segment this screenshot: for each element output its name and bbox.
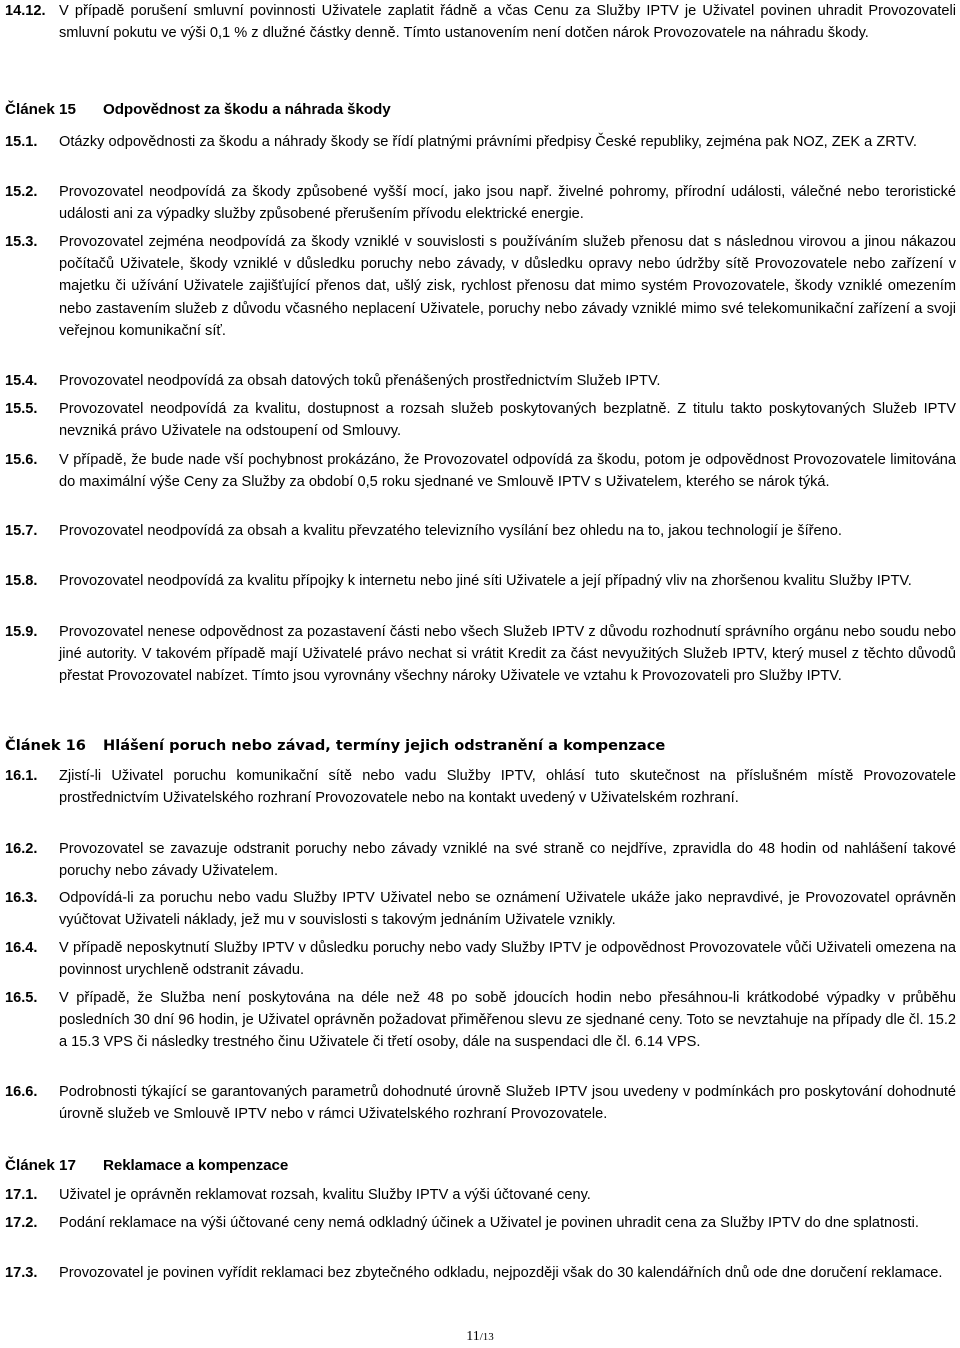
clause-text: Provozovatel neodpovídá za kvalitu přípojky k internetu nebo jiné síti Uživatele a její případný vliv na zhoršenou kvalitu Služby IPTV. xyxy=(59,573,912,589)
clause-text: Zjistí-li Uživatel poruchu komunikační sítě nebo vadu Služby IPTV, ohlásí tuto skutečnost na příslušném místě Provozovatele prostřednictvím Uživatelského rozhraní Provozovatele nebo na kontakt uvedený v Uživatelském rozhraní. xyxy=(59,768,956,807)
clause-15-7 xyxy=(5,520,956,542)
clause-15-2 xyxy=(5,181,956,225)
page-number: 11 xyxy=(466,1329,480,1344)
clause-16-3 xyxy=(5,887,956,931)
page-total: /13 xyxy=(479,1331,494,1343)
clause-number: 15.2. xyxy=(5,184,38,200)
clause-number: 15.6. xyxy=(5,452,38,468)
clause-text: Provozovatel neodpovídá za obsah a kvalitu převzatého televizního vysílání bez ohledu na to, jakou technologií je šířeno. xyxy=(59,523,842,539)
clause-number: 15.8. xyxy=(5,573,38,589)
clause-text: V případě porušení smluvní povinnosti Uživatele zaplatit řádně a včas Cenu za Služby IPTV je Uživatel povinen uhradit Provozovateli smluvní pokutu ve výši 0,1 % z dlužné částky denně. Tímto ustanovením není dotčen nárok Provozovatele na náhradu škody. xyxy=(59,3,956,42)
clause-number: 14.12. xyxy=(5,3,46,19)
article-title: Reklamace a kompenzace xyxy=(103,1157,289,1174)
clause-text: Podrobnosti týkající se garantovaných parametrů dohodnuté úrovně Služeb IPTV jsou uvedeny v podmínkách pro poskytování dohodnuté úrovně služeb ve Smlouvě IPTV nebo v rámci Uživatelského rozhraní Provozovatele. xyxy=(59,1084,956,1123)
article-number: Článek 16 xyxy=(5,737,86,754)
article-title: Odpovědnost za škodu a náhrada škody xyxy=(103,101,391,118)
clause-number: 15.9. xyxy=(5,624,38,640)
clause-16-6 xyxy=(5,1081,956,1125)
clause-text: Provozovatel neodpovídá za obsah datových toků přenášených prostřednictvím Služeb IPTV. xyxy=(59,373,661,389)
clause-17-2 xyxy=(5,1212,956,1234)
page-number-footer xyxy=(0,1326,960,1348)
clause-text: Provozovatel neodpovídá za škody způsobené vyšší mocí, jako jsou např. živelné pohromy, přírodní události, válečné nebo teroristické události ani za výpadky služby způsobené přerušením přívodu elektrické energie. xyxy=(59,184,956,223)
clause-number: 16.1. xyxy=(5,768,38,784)
clause-15-4 xyxy=(5,370,956,392)
article-number: Článek 17 xyxy=(5,1157,76,1174)
clause-17-1 xyxy=(5,1184,956,1206)
clause-15-9 xyxy=(5,621,956,688)
clause-text: Uživatel je oprávněn reklamovat rozsah, kvalitu Služby IPTV a výši účtované ceny. xyxy=(59,1187,591,1203)
clause-text: Provozovatel nenese odpovědnost za pozastavení části nebo všech Služeb IPTV z důvodu rozhodnutí správního orgánu nebo soudu nebo jiné autority. V takovém případě mají Uživatelé právo nechat si vrátit Kredit za část nevyužitých Služeb IPTV, který musel z těchto důvodů přestat Provozovatel nabízet. Tímto jsou vyrovnány všechny nároky Uživatele ve vztahu k Provozovateli pro Služby IPTV. xyxy=(59,624,956,685)
clause-number: 15.4. xyxy=(5,373,38,389)
article-number: Článek 15 xyxy=(5,101,76,118)
clause-16-5 xyxy=(5,987,956,1054)
clause-15-3 xyxy=(5,231,956,342)
clause-number: 16.6. xyxy=(5,1084,38,1100)
clause-text: V případě neposkytnutí Služby IPTV v důsledku poruchy nebo vady Služby IPTV je odpovědnost Provozovatele vůči Uživateli omezena na povinnost urychleně odstranit závadu. xyxy=(59,940,956,979)
clause-text: Podání reklamace na výši účtované ceny nemá odkladný účinek a Uživatel je povinen uhradit cena za Služby IPTV do dne splatnosti. xyxy=(59,1215,919,1231)
article-title: Hlášení poruch nebo závad, termíny jejich odstranění a kompenzace xyxy=(103,737,666,754)
clause-text: Provozovatel je povinen vyřídit reklamaci bez zbytečného odkladu, nejpozději však do 30 kalendářních dnů ode dne doručení reklamace. xyxy=(59,1265,943,1281)
clause-text: Otázky odpovědnosti za škodu a náhrady škody se řídí platnými právními předpisy České republiky, zejména pak NOZ, ZEK a ZRTV. xyxy=(59,134,917,150)
clause-17-3 xyxy=(5,1262,956,1284)
clause-15-8 xyxy=(5,570,956,592)
clause-number: 15.1. xyxy=(5,134,38,150)
clause-15-6 xyxy=(5,449,956,493)
clause-text: Provozovatel se zavazuje odstranit poruchy nebo závady vzniklé na své straně co nejdříve, zpravidla do 48 hodin od nahlášení takové poruchy nebo závady Uživatelem. xyxy=(59,841,956,880)
clause-number: 17.2. xyxy=(5,1215,38,1231)
clause-number: 16.2. xyxy=(5,841,38,857)
clause-16-4 xyxy=(5,937,956,981)
clause-number: 17.3. xyxy=(5,1265,38,1281)
clause-text: V případě, že Služba není poskytována na déle než 48 po sobě jdoucích hodin nebo přesáhnou-li krátkodobé výpadky v průběhu posledních 30 dní 96 hodin, je Uživatel oprávněn požadovat přiměřenou slevu ze sjednané ceny. Toto se nevztahuje na případy dle čl. 15.2 a 15.3 VPS či následky trestného činu Uživatele či třetí osoby, dále na suspendaci dle čl. 6.14 VPS. xyxy=(59,990,956,1051)
clause-number: 16.5. xyxy=(5,990,38,1006)
clause-number: 16.3. xyxy=(5,890,38,906)
article-15-heading xyxy=(5,99,391,121)
clause-text: Odpovídá-li za poruchu nebo vadu Služby IPTV Uživatel nebo se oznámení Uživatele ukáže jako nepravdivé, je Provozovatel oprávněn vyúčtovat Uživateli náklady, jež mu v souvislosti s takovým jednáním Uživatele vznikly. xyxy=(59,890,956,929)
clause-number: 15.5. xyxy=(5,401,38,417)
clause-15-5 xyxy=(5,398,956,442)
article-16-heading xyxy=(5,735,665,757)
clause-16-1 xyxy=(5,765,956,809)
clause-16-2 xyxy=(5,838,956,882)
clause-text: Provozovatel neodpovídá za kvalitu, dostupnost a rozsah služeb poskytovaných bezplatně. Z titulu takto poskytovaných Služeb IPTV nevzniká právo Uživatele na odstoupení od Smlouvy. xyxy=(59,401,956,440)
clause-text: V případě, že bude nade vší pochybnost prokázáno, že Provozovatel odpovídá za škodu, potom je odpovědnost Provozovatele limitována do maximální výše Ceny za Služby za období 0,5 roku sjednané ve Smlouvě IPTV s Uživatelem, kterého se nárok týká. xyxy=(59,452,956,491)
clause-number: 15.3. xyxy=(5,234,38,250)
clause-text: Provozovatel zejména neodpovídá za škody vzniklé v souvislosti s používáním služeb přenosu dat s následnou virovou a jinou nákazou počítačů Uživatele, škody vzniklé v důsledku poruchy nebo závady, v důsledku opravy nebo údržby sítě Provozovatele nebo zařízení v majetku či užívání Uživatele zajišťující přenos dat, ušlý zisk, rychlost přenosu dat mimo systém Provozovatele, škody vzniklé omezením nebo zastavením služeb z důvodu včasného neplacení Uživatele, poruchy nebo závady vzniklé mimo své telekomunikační zařízení a svoji veřejnou komunikační síť. xyxy=(59,234,956,339)
clause-14-12 xyxy=(5,0,956,44)
article-17-heading xyxy=(5,1155,288,1177)
clause-15-1 xyxy=(5,131,956,153)
clause-number: 17.1. xyxy=(5,1187,38,1203)
clause-number: 15.7. xyxy=(5,523,38,539)
clause-number: 16.4. xyxy=(5,940,38,956)
